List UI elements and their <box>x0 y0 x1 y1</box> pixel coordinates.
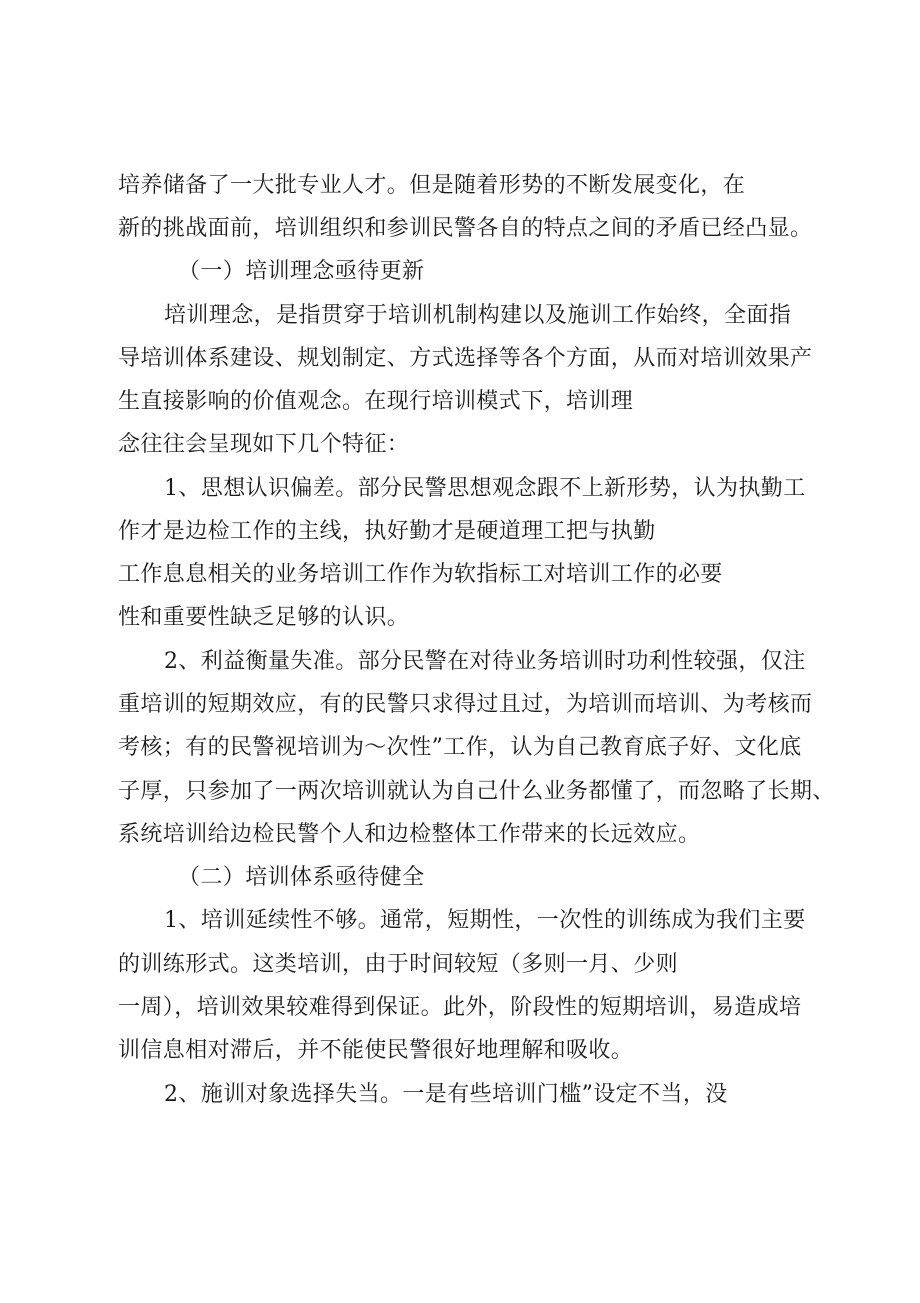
text-line: 性和重要性缺乏足够的认识。 <box>118 605 410 630</box>
text-line: 考核；有的民警视培训为〜次性”工作，认为自己教育底子好、文化底 <box>118 735 802 760</box>
text-line: 重培训的短期效应，有的民警只求得过且过，为培训而培训、为考核而 <box>118 692 813 717</box>
text-line: 作才是边检工作的主线，执好勤才是硬道理工把与执勤 <box>118 519 656 544</box>
section-heading: （一）培训理念亟待更新 <box>178 259 425 284</box>
section-heading: （二）培训体系亟待健全 <box>178 865 425 890</box>
text-line: 系统培训给边检民警个人和边检整体工作带来的长远效应。 <box>118 822 701 847</box>
text-line: 的训练形式。这类培训，由于时间较短（多则一月、少则 <box>118 952 679 977</box>
text-line: 培训理念，是指贯穿于培训机制构建以及施训工作始终，全面指 <box>164 303 792 328</box>
text-line: 生直接影响的价值观念。在现行培训模式下，培训理 <box>118 389 634 414</box>
text-line: 工作息息相关的业务培训工作作为软指标工对培训工作的必要 <box>118 562 723 587</box>
text-line: 1、培训延续性不够。通常，短期性，一次性的训练成为我们主要 <box>164 908 806 933</box>
text-line: 导培训体系建设、规划制定、方式选择等各个方面，从而对培训效果产 <box>118 346 813 371</box>
text-line: 念往往会呈现如下几个特征： <box>118 432 410 457</box>
text-line: 训信息相对滞后，并不能使民警很好地理解和吸收。 <box>118 1038 634 1063</box>
text-line: 1、思想认识偏差。部分民警思想观念跟不上新形势，认为执勤工 <box>164 476 806 501</box>
text-line: 2、施训对象选择失当。一是有些培训门槛”设定不当，没 <box>164 1082 728 1107</box>
text-line: 一周），培训效果较难得到保证。此外，阶段性的短期培训，易造成培 <box>118 995 802 1020</box>
text-line: 培养储备了一大批专业人才。但是随着形势的不断发展变化，在 <box>118 173 746 198</box>
text-line: 子厚，只参加了一两次培训就认为自己什么业务都懂了，而忽略了长期、 <box>118 779 835 804</box>
text-line: 新的挑战面前，培训组织和参训民警各自的特点之间的矛盾已经凸显。 <box>118 216 813 241</box>
text-line: 2、利益衡量失准。部分民警在对待业务培训时功利性较强，仅注 <box>164 649 806 674</box>
